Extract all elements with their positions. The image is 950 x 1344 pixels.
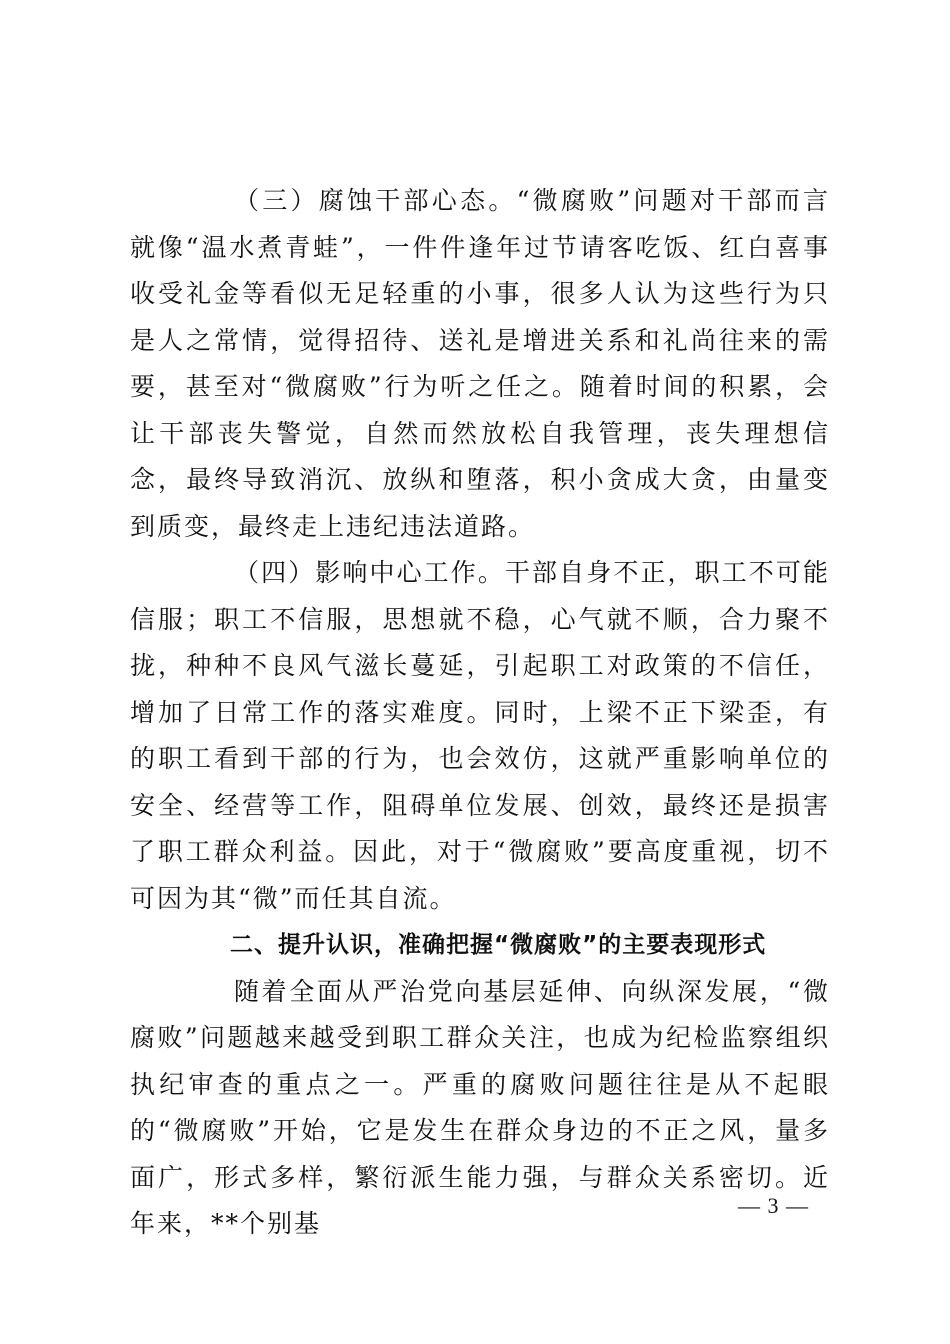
page-number: — 3 — [738, 1193, 809, 1218]
section-heading: 二、提升认识，准确把握“微腐败”的主要表现形式 [230, 932, 767, 958]
paragraph-affect-central-work: （四）影响中心工作。干部自身不正，职工不可能信服；职工不信服，思想就不稳，心气就不顺，合力聚不拢，种种不良风气滋长蔓延，引起职工对政策的不信任，增加了日常工作的落实难度。同时，上梁不正下梁歪，有的职工看到干部的行为，也会效仿，这就严重影响单位的安全、经营等工作，阻碍单位发展、创效，最终还是损害了职工群众利益。因此，对于“微腐败”要高度重视，切不可因为其“微”而任其自流。 [130, 558, 830, 913]
paragraph-manifestations-intro: 随着全面从严治党向基层延伸、向纵深发展，“微腐败”问题越来越受到职工群众关注，也成为纪检监察组织执纪审查的重点之一。严重的腐败问题往往是从不起眼的“微腐败”开始，它是发生在群众身边的不正之风，量多面广，形式多样，繁衍派生能力强，与群众关系密切。近年来，**个别基 [130, 976, 830, 1238]
document-body [130, 178, 830, 1248]
paragraph-corrode-cadre-mentality: （三）腐蚀干部心态。“微腐败”问题对干部而言就像“温水煮青蛙”，一件件逢年过节请客吃饭、红白喜事收受礼金等看似无足轻重的小事，很多人认为这些行为只是人之常情，觉得招待、送礼是增进关系和礼尚往来的需要，甚至对“微腐败”行为听之任之。随着时间的积累，会让干部丧失警觉，自然而然放松自我管理，丧失理想信念，最终导致消沉、放纵和堕落，积小贪成大贪，由量变到质变，最终走上违纪违法道路。 [130, 186, 830, 541]
